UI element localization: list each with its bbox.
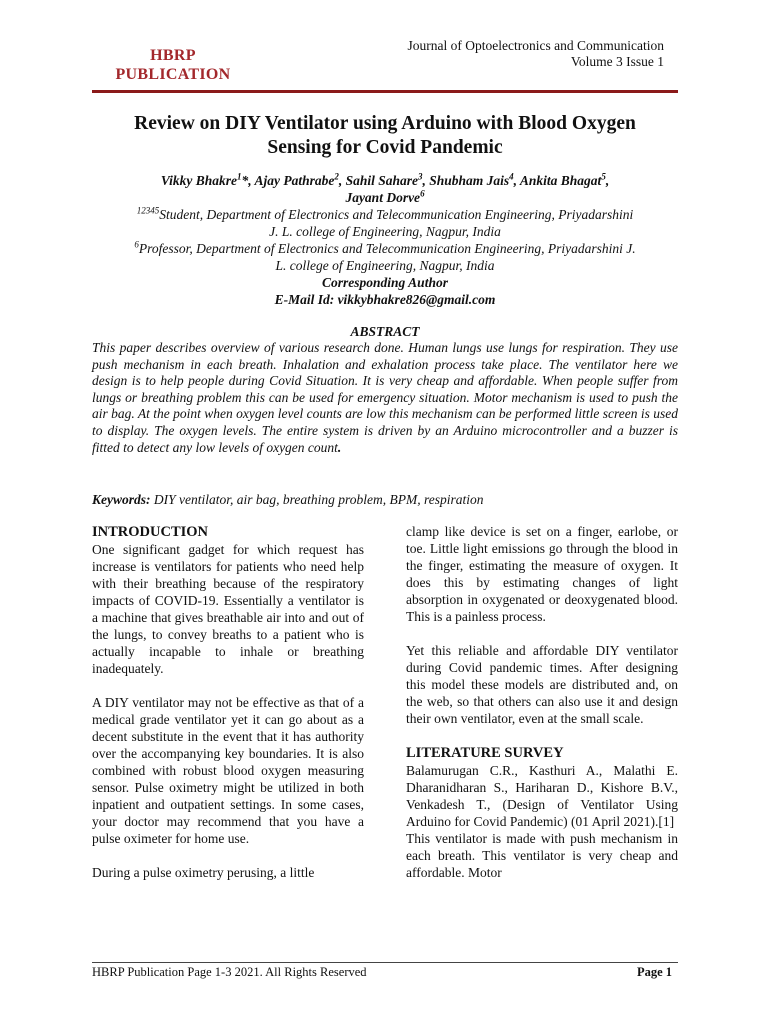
corresponding-label: Corresponding Author <box>322 275 448 290</box>
journal-volume: Volume 3 Issue 1 <box>570 54 664 69</box>
affiliation-professor-line-1 <box>92 240 678 257</box>
publisher-logo-line1: HBRP <box>150 47 196 64</box>
abstract-heading: ABSTRACT <box>350 324 420 339</box>
author-line-2 <box>92 189 678 206</box>
author-5: Ankita Bhagat <box>519 173 602 188</box>
page-number: Page 1 <box>636 965 672 979</box>
affiliation-students <box>92 206 678 240</box>
introduction-paragraph-2: A DIY ventilator may not be effective as that of a medical grade ventilator yet it can go about as a decent substitute in the event that it has authority over the accompanying key boundaries. It is also combined with robust blood oxygen measuring sensor. Pulse oximetry might be utilized in both inpatient and outpatient settings. In some cases, your doctor may recommend that you have a pulse oximeter for home use. <box>92 695 364 846</box>
literature-survey-reference: Balamurugan C.R., Kasthuri A., Malathi E. Dharanidharan S., Hariharan D., Kishore B.V., Venkadesh T., (Design of Ventilator Using Arduino for Covid Pandemic) (01 April 2021).[1] <box>406 763 678 829</box>
title-line-1: Review on DIY Ventilator using Arduino with Blood Oxygen <box>134 113 636 134</box>
author-3: Sahil Sahare <box>345 173 418 188</box>
journal-info <box>408 38 664 70</box>
affiliation-professor-text-1: Professor, Department of Electronics and Telecommunication Engineering, Priyadarshini J. <box>138 241 636 256</box>
footer-copyright: HBRP Publication Page 1-3 2021. All Rights Reserved <box>92 965 367 979</box>
keywords-value: DIY ventilator, air bag, breathing problem, BPM, respiration <box>150 492 484 507</box>
footer-rule <box>92 962 678 963</box>
right-paragraph-2: Yet this reliable and affordable DIY ventilator during Covid pandemic times. After designing this model these models are distributed and, on the web, so that others can also use it and design their own ventilator, even at the small scale. <box>406 643 678 726</box>
author-4: Shubham Jais <box>429 173 510 188</box>
affiliation-professor-sup: 6 <box>134 239 139 250</box>
literature-survey-heading: LITERATURE SURVEY <box>406 745 564 761</box>
author-1: Vikky Bhakre <box>160 173 237 188</box>
affiliation-professor-text-2: L. college of Engineering, Nagpur, India <box>275 258 495 273</box>
abstract-final-period: . <box>337 439 342 455</box>
author-4-sup: 4 <box>509 171 514 182</box>
right-paragraph-1: clamp like device is set on a finger, earlobe, or toe. Little light emissions go through the blood in the finger, estimating the measure of oxygen. It does this by estimating changes of light absorption in oxygenated or deoxygenated blood. This is a painless process. <box>406 524 678 624</box>
author-2: Ajay Pathrabe <box>254 173 335 188</box>
abstract-text: This paper describes overview of various research done. Human lungs use lungs for respiration. They use push mechanism in each breath. Inhalation and exhalation process take place. The ventilator here we design is to help people during Covid Situation. It is very cheap and affordable. When people suffer from lungs or breathing problem this can be used for emergency situation. Motor mechanism is used to push the air bag. At the point when oxygen level counts are low this mechanism can be performed little screen is used to display. The oxygen levels. The entire system is driven by an Arduino microcontroller and a buzzer is fitted to detect any low levels of oxygen count <box>92 340 678 455</box>
publisher-logo-line2: PUBLICATION <box>115 66 231 83</box>
affiliation-students-line-1 <box>92 206 678 223</box>
introduction-paragraph-1: One significant gadget for which request has increase is ventilators for patients who need help with their breathing because of the respiratory impacts of COVID-19. Essentially a ventilator is a machine that gives breathable air into and out of the lungs, to convey breaths to a patient who is actually incapable to inhale or breathing inadequately. <box>92 542 364 676</box>
affiliation-students-text-2: J. L. college of Engineering, Nagpur, India <box>269 224 501 239</box>
author-line-1: Vikky Bhakre$^1$*, Ajay Pathrabe$^2$, Sahil Sahare$^3$, Shubham Jais$^4$, Ankita Bhagat$^5$, <box>160 171 610 188</box>
header-rule <box>92 90 678 93</box>
corresponding-author <box>92 274 678 308</box>
keywords-label: Keywords: <box>92 492 151 507</box>
literature-survey-paragraph: This ventilator is made with push mechanism in each breath. This ventilator is very cheap and affordable. Motor <box>406 831 678 880</box>
author-3-sup: 3 <box>417 171 423 182</box>
introduction-paragraph-3: During a pulse oximetry perusing, a little <box>92 865 315 880</box>
author-6: Jayant Dorve <box>345 190 421 205</box>
corresponding-email[interactable]: E-Mail Id: vikkybhakre826@gmail.com <box>274 292 496 307</box>
abstract-body <box>92 340 678 456</box>
title-line-2: Sensing for Covid Pandemic <box>267 137 503 158</box>
publisher-logo <box>106 46 240 84</box>
journal-name: Journal of Optoelectronics and Communication <box>407 38 664 53</box>
right-column <box>406 523 678 881</box>
affiliation-students-sup: 12345 <box>136 205 160 216</box>
author-1-sup: 1 <box>236 171 242 182</box>
affiliation-students-text-1: Student, Department of Electronics and Telecommunication Engineering, Priyadarshini <box>159 207 634 222</box>
introduction-heading: INTRODUCTION <box>92 524 209 540</box>
author-2-sup: 2 <box>334 171 339 182</box>
left-column <box>92 523 364 881</box>
keywords <box>92 491 678 508</box>
author-list <box>92 172 678 206</box>
paper-title <box>92 112 678 160</box>
corresponding-mark: *, <box>241 173 255 188</box>
author-5-sup: 5 <box>601 171 606 182</box>
author-6-sup: 6 <box>420 188 425 199</box>
affiliation-professor <box>92 240 678 274</box>
